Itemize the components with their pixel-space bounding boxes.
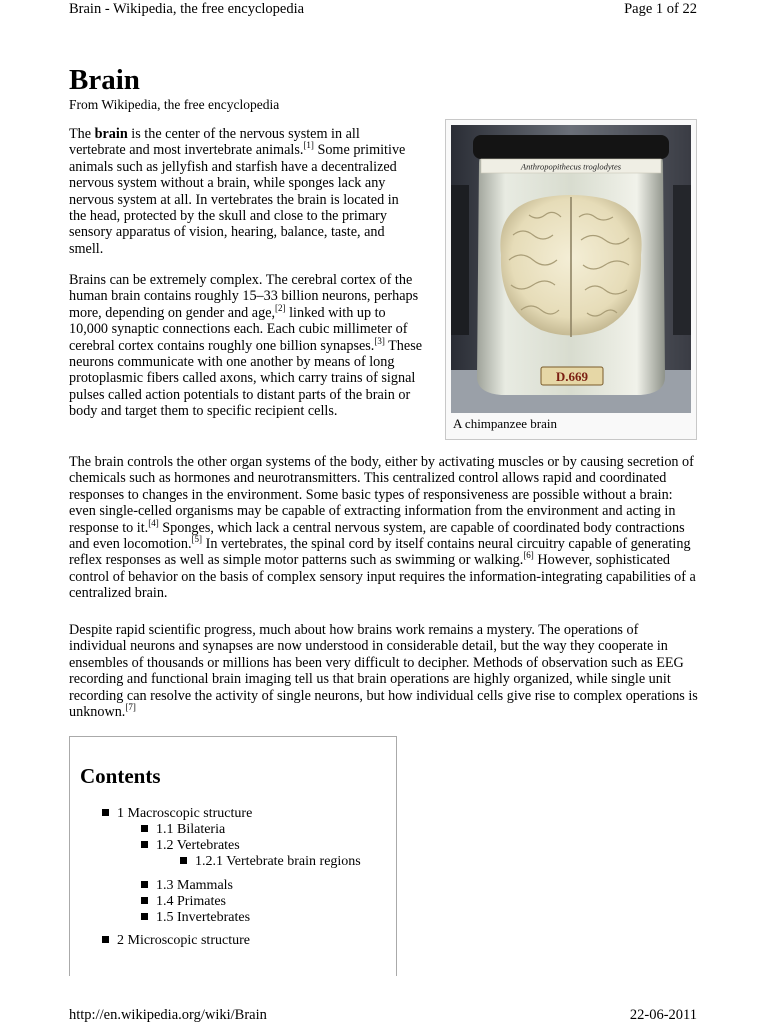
text: In vertebrates, the spinal cord by itself contains neural circuitry capable of generating reflex responses as well as simple motor patterns such as swimming or walking. xyxy=(69,536,691,569)
text: Some primitive animals such as jellyfish and starfish have a decentralized nervous system without a brain, while sponges lack any nervous system at all. In vertebrates the brain is located in the head, protected by the skull and close to the primary sensory apparatus of vision, hearing, balance, taste, and smell. xyxy=(69,142,406,257)
citation-link[interactable]: [5] xyxy=(191,534,203,545)
jar-label-text: Anthropopithecus troglodytes xyxy=(520,161,622,172)
paragraph-control xyxy=(69,454,699,602)
print-footer-date: 22-06-2011 xyxy=(629,1007,697,1023)
paragraph-mystery xyxy=(69,622,699,720)
text: The brain controls the other organ systems of the body, either by activating muscles or by causing secretion of chemicals such as hormones and neurotransmitters. This centralized control allows rapid and coordinated responses to changes in the environment. Some basic types of responsiveness are possible without a brain: even single-celled organisms may be capable of extracting information from the environment and acting in response to it. xyxy=(69,454,694,536)
toc-item-label: 1 Macroscopic structure xyxy=(117,806,253,821)
text: The xyxy=(69,126,95,142)
toc-item-vertebrate-brain-regions[interactable] xyxy=(180,854,361,870)
page-tagline: From Wikipedia, the free encyclopedia xyxy=(69,97,280,112)
bullet-icon xyxy=(180,857,187,864)
toc-item-microscopic-structure[interactable] xyxy=(102,933,250,949)
table-of-contents xyxy=(69,736,397,976)
text: These neurons communicate with one another by means of long protoplasmic fibers called axons, which carry trains of signal pulses called action potentials to distant parts of the brain or body and target them to specific recipient cells. xyxy=(69,337,423,420)
bullet-icon xyxy=(141,897,148,904)
toc-item-macroscopic-structure[interactable] xyxy=(102,806,252,822)
bullet-icon xyxy=(102,809,109,816)
citation-link[interactable]: [2] xyxy=(275,302,286,313)
bullet-icon xyxy=(141,825,148,832)
citation-link[interactable]: [4] xyxy=(148,517,159,528)
toc-item-mammals[interactable] xyxy=(141,878,233,894)
photo-background xyxy=(451,185,469,335)
toc-item-vertebrates[interactable] xyxy=(141,838,240,854)
citation-link[interactable]: [7] xyxy=(125,702,136,713)
specimen-tag-text: D.669 xyxy=(555,369,589,384)
toc-item-label: 1.5 Invertebrates xyxy=(156,910,251,925)
text: Despite rapid scientific progress, much about how brains work remains a mystery. The operations of individual neurons and synapses are now understood in considerable detail, but the way they cooperate in ensembles of thousands or millions has been very difficult to decipher. Methods of observation such as EEG recording and functional brain imaging tell us that brain operations are highly organized, while single unit recording can resolve the activity of single neurons, but how individual cells give rise to complex operations is unknown. xyxy=(69,622,698,721)
toc-item-invertebrates[interactable] xyxy=(141,910,250,926)
print-header xyxy=(69,0,697,20)
toc-item-label: 1.3 Mammals xyxy=(156,878,233,893)
bullet-icon xyxy=(141,841,148,848)
print-header-page-number: Page 1 of 22 xyxy=(624,1,697,17)
toc-item-label: 1.4 Primates xyxy=(156,894,226,909)
figure-chimpanzee-brain xyxy=(445,119,697,440)
toc-item-bilateria[interactable] xyxy=(141,822,225,838)
toc-item-primates[interactable] xyxy=(141,894,226,910)
figure-caption: A chimpanzee brain xyxy=(453,416,557,431)
citation-link[interactable]: [3] xyxy=(374,335,385,346)
text: linked with up to 10,000 synaptic connections each. Each cubic millimeter of cerebral cortex contains roughly one billion synapses. xyxy=(69,304,408,354)
citation-link[interactable]: [1] xyxy=(303,140,314,151)
text: Brains can be extremely complex. The cerebral cortex of the human brain contains roughly 15–33 billion neurons, perhaps more, depending on gender and age, xyxy=(69,272,419,321)
print-header-title: Brain - Wikipedia, the free encyclopedia xyxy=(69,1,305,17)
toc-item-label: 1.2 Vertebrates xyxy=(156,838,240,853)
bullet-icon xyxy=(141,881,148,888)
print-footer-url[interactable]: http://en.wikipedia.org/wiki/Brain xyxy=(69,1007,267,1023)
page-title: Brain xyxy=(69,64,140,96)
paragraph-intro xyxy=(69,126,409,257)
paragraph-complexity xyxy=(69,272,425,420)
print-footer xyxy=(69,1006,697,1026)
citation-link[interactable]: [6] xyxy=(523,550,534,561)
photo-background xyxy=(673,185,691,335)
bold-term: brain xyxy=(94,126,128,142)
bullet-icon xyxy=(102,936,109,943)
bullet-icon xyxy=(141,913,148,920)
text: Sponges, which lack a central nervous system, are capable of coordinated body contractions and even locomotion. xyxy=(69,519,685,553)
text: However, sophisticated control of behavior on the basis of complex sensory input requires the information-integrating capabilities of a centralized brain. xyxy=(69,552,696,602)
chimpanzee-brain-image[interactable] xyxy=(451,125,691,413)
toc-item-label: 1.2.1 Vertebrate brain regions xyxy=(195,854,361,869)
toc-title: Contents xyxy=(80,764,161,788)
jar-lid xyxy=(473,135,669,159)
toc-item-label: 1.1 Bilateria xyxy=(156,822,226,837)
toc-item-label: 2 Microscopic structure xyxy=(117,933,250,948)
text: is the center of the nervous system in all vertebrate and most invertebrate animals. xyxy=(69,126,360,159)
